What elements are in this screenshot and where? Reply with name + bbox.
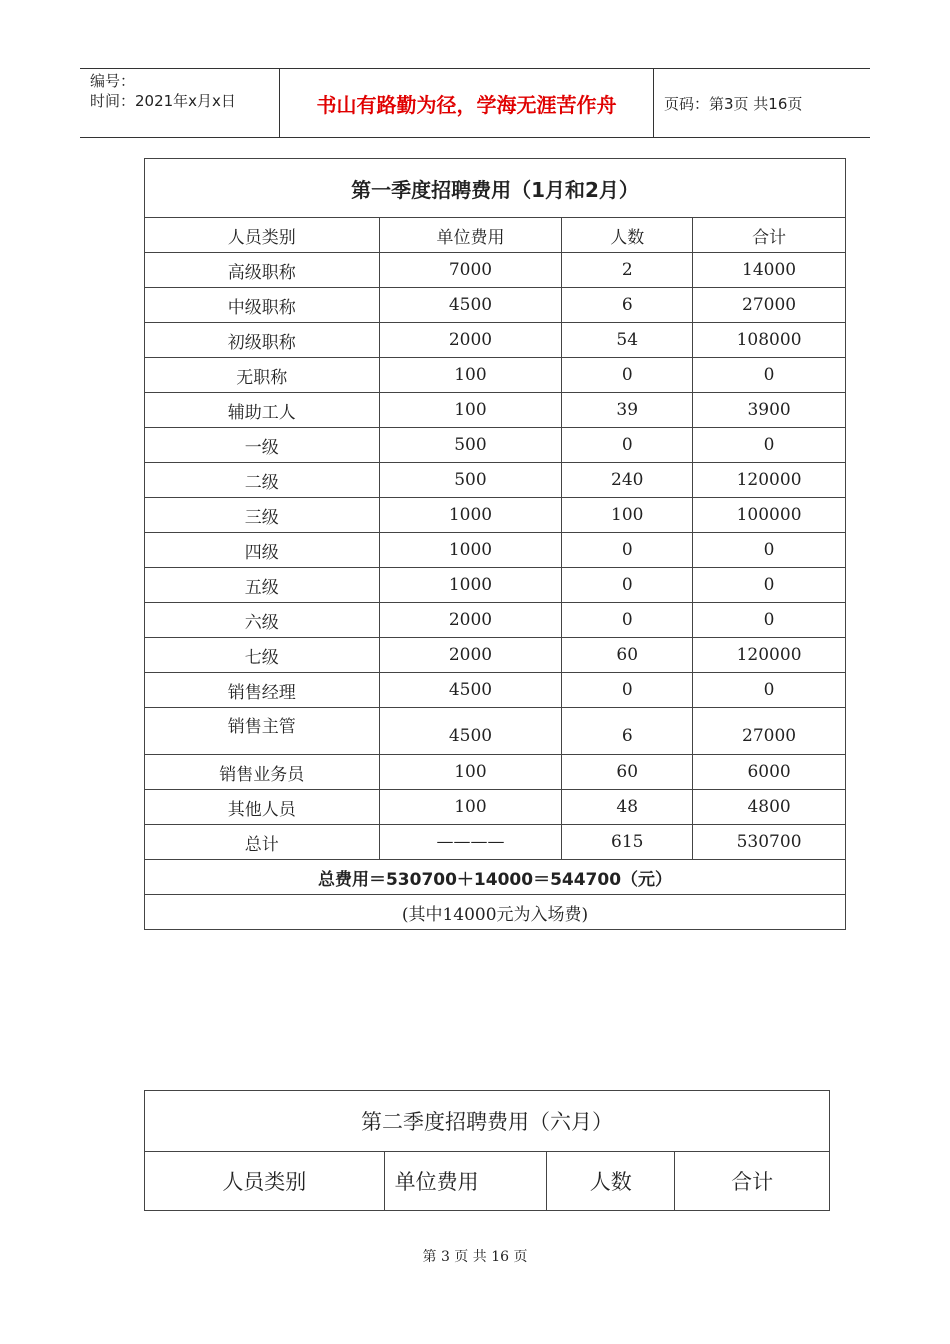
table-cell: 100 bbox=[562, 498, 693, 533]
table-row bbox=[145, 463, 846, 498]
table-cell: 500 bbox=[379, 463, 562, 498]
table-cell: 2000 bbox=[379, 323, 562, 358]
table-row bbox=[145, 638, 846, 673]
table-cell: 500 bbox=[379, 428, 562, 463]
table-cell: 108000 bbox=[693, 323, 846, 358]
table-cell: 530700 bbox=[693, 825, 846, 860]
q2-recruitment-table bbox=[144, 1090, 830, 1211]
table-row bbox=[145, 568, 846, 603]
header-page-info: 页码：第3页 共16页 bbox=[664, 94, 803, 113]
table-cell: 销售业务员 bbox=[145, 755, 380, 790]
table-cell: 6000 bbox=[693, 755, 846, 790]
table-cell: 120000 bbox=[693, 638, 846, 673]
table-cell: 七级 bbox=[145, 638, 380, 673]
table-cell: 14000 bbox=[693, 253, 846, 288]
table-cell: 五级 bbox=[145, 568, 380, 603]
table-cell: ———— bbox=[379, 825, 562, 860]
table-cell: 54 bbox=[562, 323, 693, 358]
table-cell: 二级 bbox=[145, 463, 380, 498]
table-cell: 4500 bbox=[379, 288, 562, 323]
table-cell: 6 bbox=[562, 708, 693, 755]
table-cell: 其他人员 bbox=[145, 790, 380, 825]
table-cell: 100000 bbox=[693, 498, 846, 533]
table-cell: 120000 bbox=[693, 463, 846, 498]
table-row bbox=[145, 755, 846, 790]
table-cell: 1000 bbox=[379, 568, 562, 603]
table-row bbox=[145, 825, 846, 860]
table-cell: 0 bbox=[693, 603, 846, 638]
table-cell: 100 bbox=[379, 790, 562, 825]
table-cell: 销售经理 bbox=[145, 673, 380, 708]
table-row bbox=[145, 253, 846, 288]
table-cell: 无职称 bbox=[145, 358, 380, 393]
table-cell: 六级 bbox=[145, 603, 380, 638]
column-header: 合计 bbox=[675, 1152, 830, 1211]
column-header: 人员类别 bbox=[145, 218, 380, 253]
table-row bbox=[145, 708, 846, 755]
table-cell: 240 bbox=[562, 463, 693, 498]
column-header: 人员类别 bbox=[145, 1152, 385, 1211]
table-header-row bbox=[145, 218, 846, 253]
column-header: 人数 bbox=[547, 1152, 675, 1211]
table-cell: 总计 bbox=[145, 825, 380, 860]
table-cell: 1000 bbox=[379, 498, 562, 533]
table-title: 第一季度招聘费用（1月和2月） bbox=[145, 159, 846, 218]
table-cell: 4500 bbox=[379, 708, 562, 755]
table-cell: 四级 bbox=[145, 533, 380, 568]
table-cell: 60 bbox=[562, 755, 693, 790]
table-cell: 0 bbox=[693, 673, 846, 708]
table-cell: 100 bbox=[379, 358, 562, 393]
column-header: 合计 bbox=[693, 218, 846, 253]
page-footer: 第 3 页 共 16 页 bbox=[422, 1249, 528, 1265]
table-cell: 100 bbox=[379, 393, 562, 428]
table-cell: 27000 bbox=[693, 708, 846, 755]
table-cell: 615 bbox=[562, 825, 693, 860]
table-cell: 2000 bbox=[379, 603, 562, 638]
table-row bbox=[145, 498, 846, 533]
table-cell: 27000 bbox=[693, 288, 846, 323]
q1-recruitment-table bbox=[144, 158, 846, 930]
table-body bbox=[145, 253, 846, 860]
table-row bbox=[145, 673, 846, 708]
table-row bbox=[145, 603, 846, 638]
table-cell: 0 bbox=[562, 428, 693, 463]
table-cell: 0 bbox=[562, 673, 693, 708]
number-label: 编号： bbox=[90, 72, 136, 90]
table-row bbox=[145, 428, 846, 463]
table-title: 第二季度招聘费用（六月） bbox=[145, 1091, 830, 1152]
table-cell: 0 bbox=[693, 358, 846, 393]
table-row bbox=[145, 790, 846, 825]
table-cell: 三级 bbox=[145, 498, 380, 533]
column-header: 单位费用 bbox=[384, 1152, 547, 1211]
table-cell: 6 bbox=[562, 288, 693, 323]
table-cell: 0 bbox=[693, 533, 846, 568]
table-cell: 60 bbox=[562, 638, 693, 673]
table-cell: 4500 bbox=[379, 673, 562, 708]
table-cell: 0 bbox=[562, 568, 693, 603]
table-cell: 39 bbox=[562, 393, 693, 428]
table-cell: 0 bbox=[562, 533, 693, 568]
table-row bbox=[145, 323, 846, 358]
table-cell: 0 bbox=[562, 603, 693, 638]
table-cell: 初级职称 bbox=[145, 323, 380, 358]
table-cell: 销售主管 bbox=[145, 708, 380, 755]
column-header: 人数 bbox=[562, 218, 693, 253]
table-cell: 高级职称 bbox=[145, 253, 380, 288]
table-cell: 1000 bbox=[379, 533, 562, 568]
header-meta bbox=[80, 69, 280, 137]
table-cell: 0 bbox=[693, 568, 846, 603]
time-label: 时间：2021年x月x日 bbox=[90, 92, 236, 110]
table-cell: 100 bbox=[379, 755, 562, 790]
table-row bbox=[145, 288, 846, 323]
table-cell: 一级 bbox=[145, 428, 380, 463]
note-row: (其中14000元为入场费) bbox=[145, 895, 846, 930]
table-cell: 2000 bbox=[379, 638, 562, 673]
table-cell: 3900 bbox=[693, 393, 846, 428]
header-motto: 书山有路勤为径，学海无涯苦作舟 bbox=[280, 69, 654, 137]
table-cell: 0 bbox=[562, 358, 693, 393]
table-cell: 7000 bbox=[379, 253, 562, 288]
total-row: 总费用＝530700＋14000＝544700（元） bbox=[145, 860, 846, 895]
page-header bbox=[80, 68, 870, 138]
table-row bbox=[145, 358, 846, 393]
table-header-row bbox=[145, 1152, 830, 1211]
column-header: 单位费用 bbox=[379, 218, 562, 253]
table-row bbox=[145, 533, 846, 568]
table-row bbox=[145, 393, 846, 428]
table-cell: 辅助工人 bbox=[145, 393, 380, 428]
table-cell: 0 bbox=[693, 428, 846, 463]
table-cell: 2 bbox=[562, 253, 693, 288]
table-cell: 4800 bbox=[693, 790, 846, 825]
table-cell: 48 bbox=[562, 790, 693, 825]
table-cell: 中级职称 bbox=[145, 288, 380, 323]
